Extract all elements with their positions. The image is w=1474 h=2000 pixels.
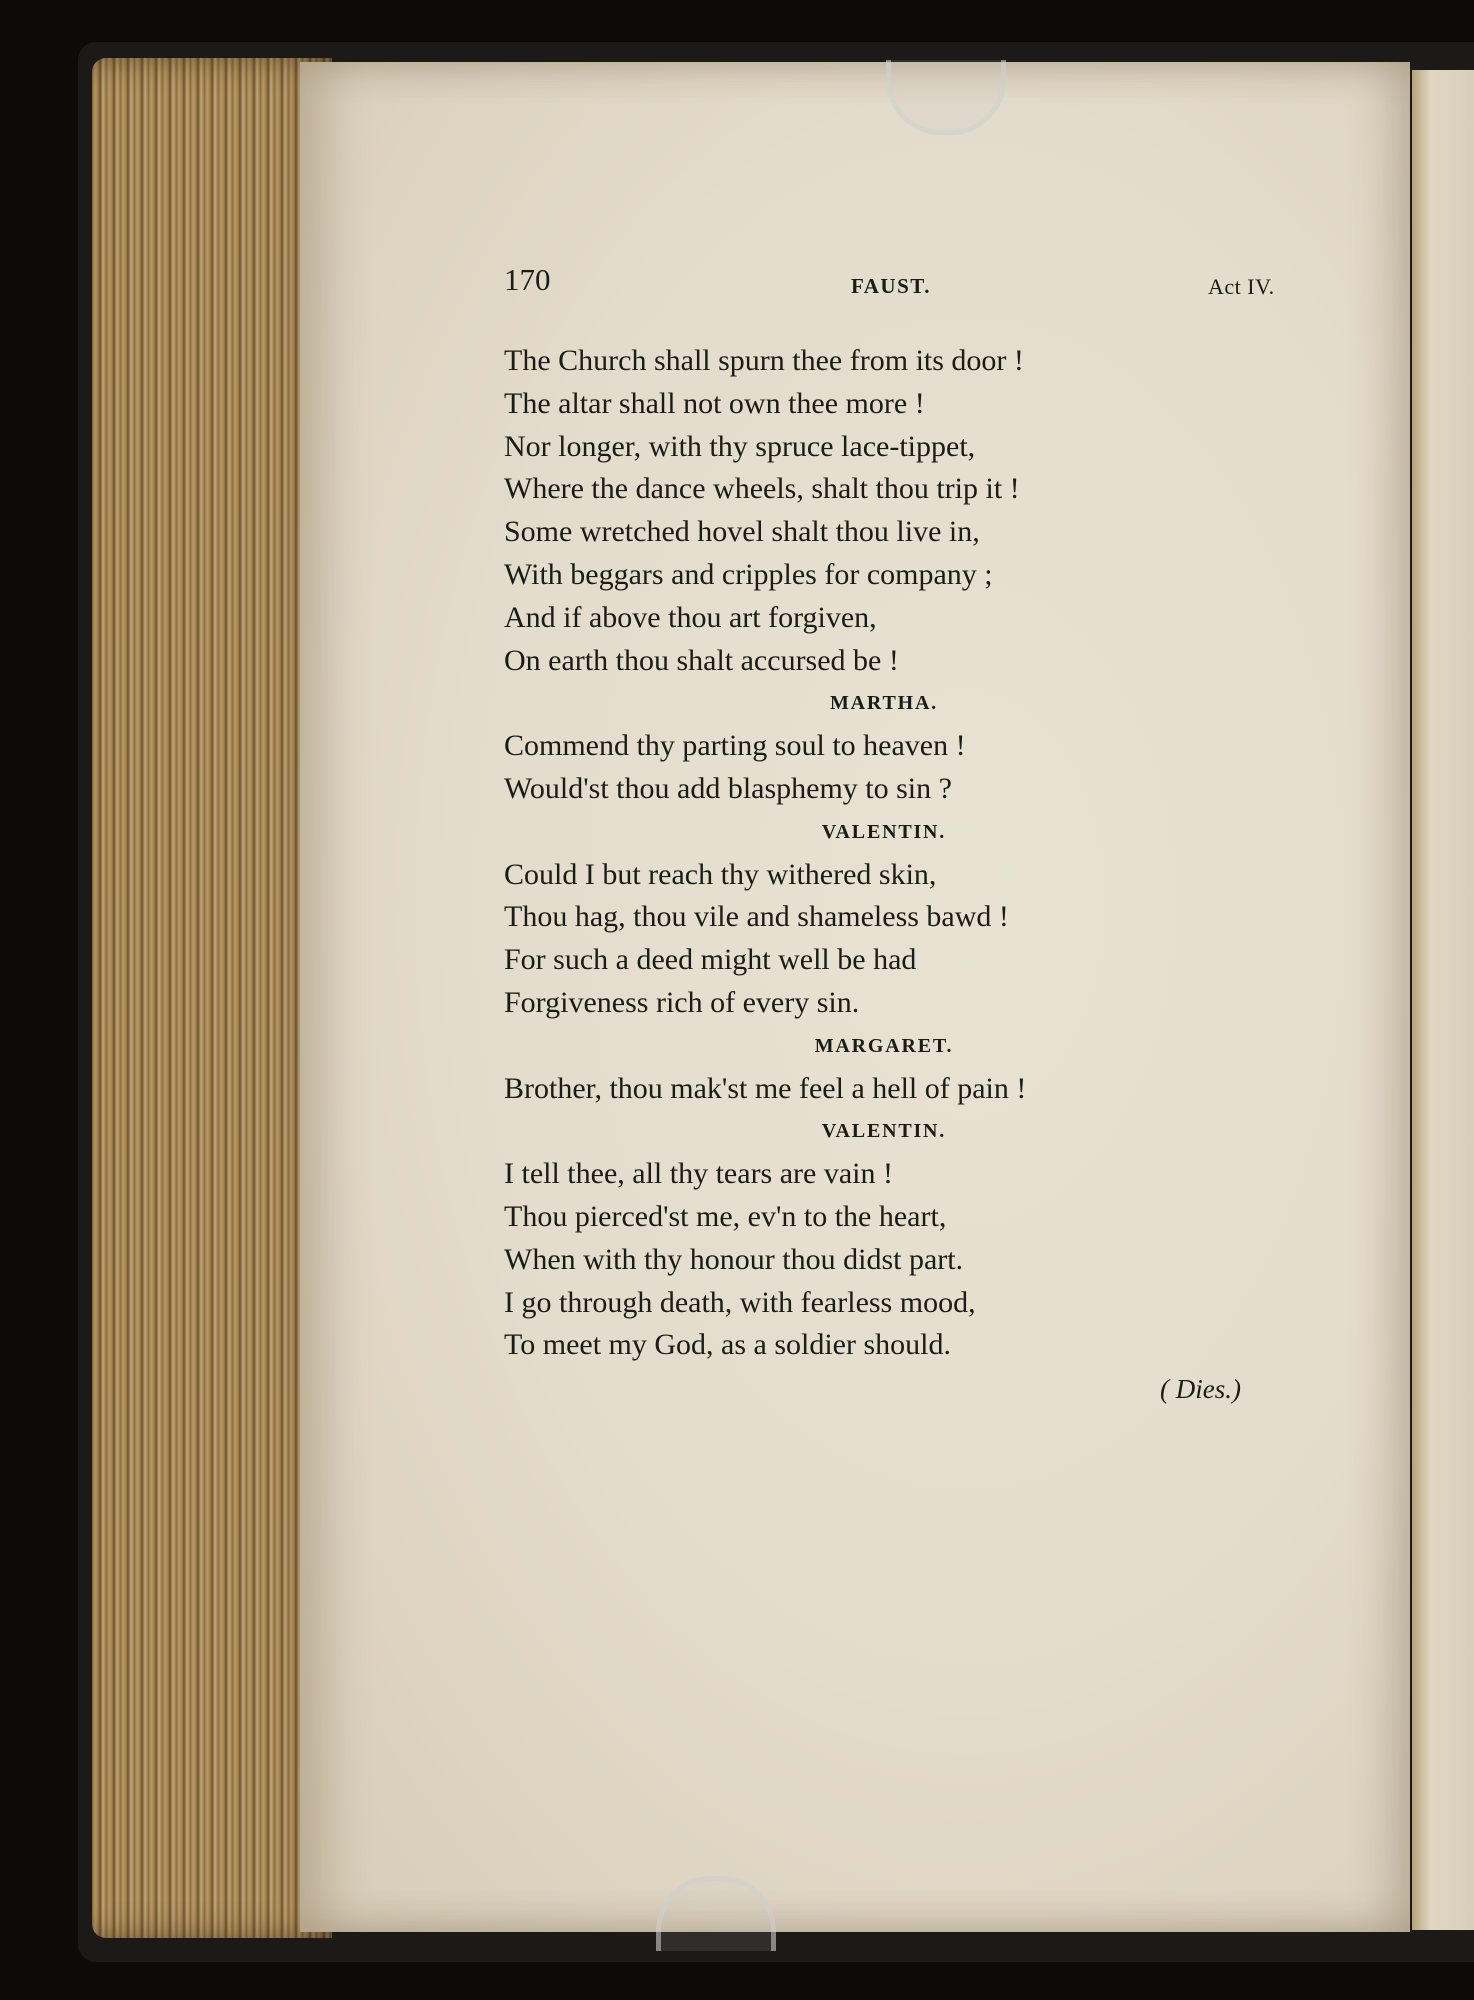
speaker-name: MARGARET.	[814, 1034, 954, 1057]
verse-line: The Church shall spurn thee from its door !	[504, 344, 1024, 377]
verse-line: The altar shall not own thee more !	[504, 386, 925, 420]
facing-page-edge	[1412, 70, 1474, 1930]
verse-line: Forgiveness rich of every sin.	[504, 985, 860, 1019]
verse-line: Nor longer, with thy spruce lace-tippet,	[504, 429, 976, 463]
speaker-name: VALENTIN.	[821, 820, 947, 843]
verse-line: With beggars and cripples for company ;	[504, 557, 993, 591]
verse-line: Brother, thou mak'st me feel a hell of pain !	[504, 1071, 1027, 1105]
act-label: Act IV.	[1208, 274, 1275, 299]
verse-line: On earth thou shalt accursed be !	[504, 643, 899, 677]
verse-line: For such a deed might well be had	[504, 943, 917, 977]
verse-line: And if above thou art forgiven,	[504, 600, 877, 634]
speaker-name: VALENTIN.	[821, 1120, 947, 1143]
verse-line: Thou pierced'st me, ev'n to the heart,	[504, 1199, 947, 1233]
page-edges	[92, 58, 332, 1938]
running-title: FAUST.	[851, 274, 931, 298]
verse-line: Where the dance wheels, shalt thou trip it !	[504, 472, 1020, 506]
verse-line: I tell thee, all thy tears are vain !	[504, 1157, 893, 1191]
verse-line: Commend thy parting soul to heaven !	[504, 729, 966, 763]
stage-direction: ( Dies.)	[1160, 1374, 1241, 1404]
speaker-name: MARTHA.	[829, 692, 938, 715]
verse-block	[504, 340, 1264, 1367]
verse-line: Would'st thou add blasphemy to sin ?	[504, 771, 952, 805]
verse-line: Could I but reach thy withered skin,	[504, 857, 937, 891]
verse-line: To meet my God, as a soldier should.	[504, 1328, 951, 1362]
verse-line: I go through death, with fearless mood,	[504, 1285, 976, 1319]
page-header	[504, 262, 1304, 312]
verse-line: Some wretched hovel shalt thou live in,	[504, 515, 980, 549]
verse-line: Thou hag, thou vile and shameless bawd !	[504, 900, 1009, 934]
page-number: 170	[504, 262, 551, 297]
verse-line: When with thy honour thou didst part.	[504, 1242, 964, 1276]
